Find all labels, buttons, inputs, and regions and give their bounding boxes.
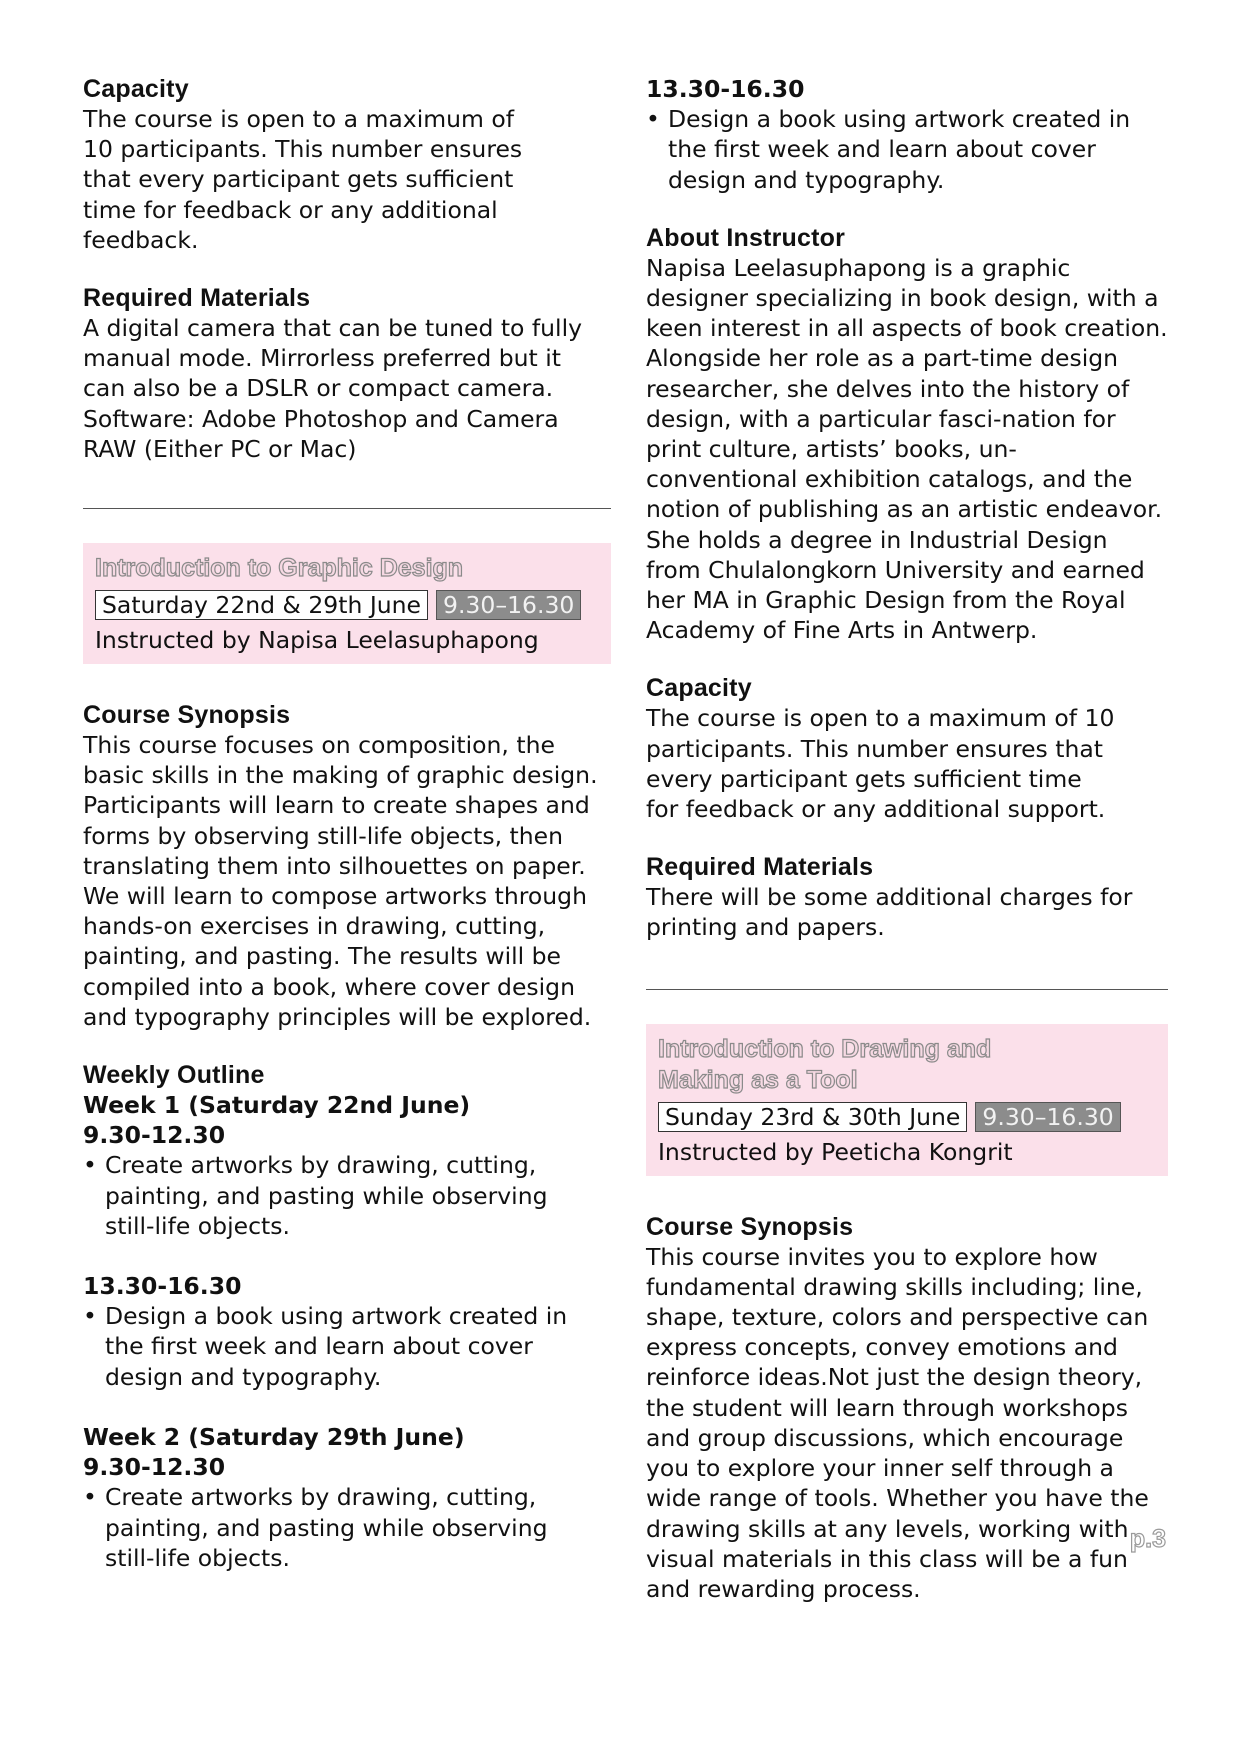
synopsis-heading: Course Synopsis: [646, 1212, 854, 1241]
right-column: [646, 74, 1168, 1632]
course-card-graphic-design: [83, 543, 611, 664]
course-time: 9.30–16.30: [436, 590, 581, 620]
course-dates: Saturday 22nd & 29th June: [95, 590, 428, 620]
week1-morning-time: 9.30-12.30: [83, 1121, 226, 1150]
about-instructor-heading: About Instructor: [646, 223, 846, 252]
week1-morning-list: [83, 1150, 611, 1241]
capacity-section-right: [646, 673, 1168, 824]
week2-title: Week 2 (Saturday 29th June): [83, 1422, 465, 1451]
synopsis-section: [83, 700, 611, 1032]
course-instructor: Instructed by Napisa Leelasuphapong: [95, 626, 539, 655]
week1-title: Week 1 (Saturday 22nd June): [83, 1091, 471, 1120]
week2-morning-time: 9.30-12.30: [83, 1453, 226, 1482]
about-instructor-text: Napisa Leelasuphapong is a graphic designer specializing in book design, with a keen interest in all aspects of book creation. Alongside her role as a part-time design researcher, she delves into the history of design, with a particular fasci-nation for print culture, artists’ books, un-conventional exhibition catalogs, and the notion of publishing as an artistic endeavor. She holds a degree in Industrial Design from Chulalongkorn University and earned her MA in Graphic Design from the Royal Academy of Fine Arts in Antwerp.: [646, 253, 1168, 645]
capacity-heading: Capacity: [646, 674, 752, 703]
capacity-heading: Capacity: [83, 75, 189, 103]
materials-section-right: [646, 852, 1168, 942]
left-column: [83, 74, 611, 1601]
week2-afternoon-time: 13.30-16.30: [646, 75, 805, 103]
course-card-drawing: [646, 1024, 1168, 1176]
capacity-section: [83, 74, 611, 255]
materials-section: [83, 283, 611, 464]
capacity-text: The course is open to a maximum of 10 participants. This number ensures that every participant gets sufficient time for feedback or any additional feedback.: [83, 105, 523, 254]
course-dates: Sunday 23rd & 30th June: [658, 1102, 967, 1132]
synopsis-text: This course invites you to explore how fundamental drawing skills including; line, shape, texture, colors and perspective can express concepts, convey emotions and reinforce ideas.Not just the design theory, the student will learn through workshops and group discussions, which encourage you to explore your inner self through a wide range of tools. Whether you have the drawing skills at any levels, working with visual materials in this class will be a fun and rewarding process.: [646, 1242, 1149, 1603]
course-instructor: Instructed by Peeticha Kongrit: [658, 1137, 1013, 1166]
list-item: • Design a book using artwork created in the first week and learn about cover design and typography.: [646, 104, 1138, 195]
synopsis-section-right: [646, 1212, 1168, 1604]
course-schedule: [658, 1102, 1156, 1132]
materials-heading: Required Materials: [83, 284, 311, 313]
course-title: Introduction to Graphic Design: [95, 554, 464, 583]
synopsis-heading: Course Synopsis: [83, 701, 291, 730]
synopsis-text: This course focuses on composition, the basic skills in the making of graphic design. Participants will learn to create shapes and forms by observing still-life objects, then translating them into silhouettes on paper. We will learn to compose artworks through hands-on exercises in drawing, cutting, painting, and pasting. The results will be compiled into a book, where cover design and typography principles will be explored.: [83, 731, 598, 1031]
course-title: Introduction to Drawing and Making as a Tool: [658, 1034, 992, 1094]
list-item: • Create artworks by drawing, cutting, painting, and pasting while observing still-life objects.: [83, 1150, 575, 1241]
page-number: p.3: [1129, 1525, 1166, 1553]
materials-text: There will be some additional charges for printing and papers.: [646, 883, 1133, 942]
course-schedule: [95, 590, 599, 620]
week1-afternoon-list: [83, 1301, 611, 1392]
course-time: 9.30–16.30: [975, 1102, 1120, 1132]
list-item: • Design a book using artwork created in the first week and learn about cover design and typography.: [83, 1301, 595, 1392]
materials-heading: Required Materials: [646, 853, 874, 882]
list-item: • Create artworks by drawing, cutting, painting, and pasting while observing still-life objects.: [83, 1482, 575, 1573]
week2-afternoon-section: [646, 74, 1168, 195]
outline-heading: Weekly Outline: [83, 1061, 265, 1090]
week2-morning-list: [83, 1482, 611, 1573]
week1-afternoon-time: 13.30-16.30: [83, 1272, 242, 1301]
week2-afternoon-list: [646, 104, 1168, 195]
capacity-text: The course is open to a maximum of 10 participants. This number ensures that every participant gets sufficient time for feedback or any additional support.: [646, 704, 1115, 824]
materials-text: A digital camera that can be tuned to fully manual mode. Mirrorless preferred but it can also be a DSLR or compact camera. Software: Adobe Photoshop and Camera RAW (Either PC or Mac): [83, 314, 583, 463]
about-instructor-section: [646, 223, 1168, 646]
weekly-outline-section: [83, 1060, 611, 1573]
